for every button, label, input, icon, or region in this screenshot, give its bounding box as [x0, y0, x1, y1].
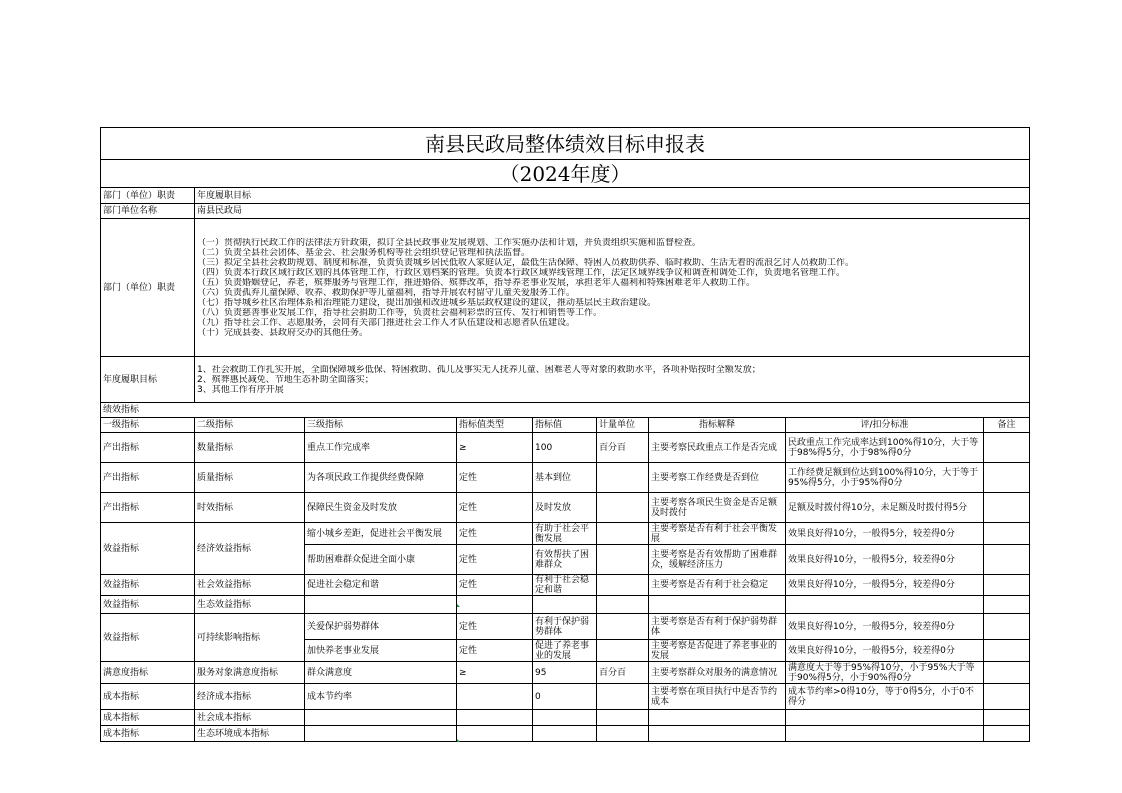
dept-duty-label: 部门（单位）职责: [101, 188, 195, 204]
level1-indicator-cell: 产出指标: [101, 433, 195, 463]
level3-indicator-cell: 成本节约率: [305, 684, 457, 710]
level3-indicator-cell: [305, 726, 457, 742]
value-type-cell: 定性: [457, 575, 533, 596]
indicator-value-cell: [533, 596, 597, 614]
value-type-cell: ≥: [457, 433, 533, 463]
performance-target-table: [100, 127, 1030, 742]
value-type-cell: 定性: [457, 640, 533, 662]
remark-cell: [984, 726, 1030, 742]
unit-cell: [597, 596, 649, 614]
duty-line: （七）指导城乡社区治理体系和治理能力建设，提出加强和改进城乡基层政权建设的建议，推动基层民主政治建设。: [197, 297, 657, 308]
unit-cell: [597, 640, 649, 662]
unit-cell: [597, 493, 649, 523]
remark-cell: [984, 493, 1030, 523]
table-row: [101, 710, 1030, 726]
level1-indicator-cell: 成本指标: [101, 710, 195, 726]
value-type-cell: 定性: [457, 614, 533, 640]
indicator-value-cell: 95: [533, 662, 597, 684]
explanation-cell: 主要考察在项目执行中是否节约成本: [649, 684, 786, 710]
level1-indicator-cell: 产出指标: [101, 493, 195, 523]
goal-list: [195, 357, 1030, 403]
explanation-cell: 主要考察是否有利于社会稳定: [649, 575, 786, 596]
value-type-cell: 定性: [457, 493, 533, 523]
explanation-cell: [649, 710, 786, 726]
scoring-standard-cell: 效果良好得10分，一般得5分，较差得0分: [786, 640, 984, 662]
duty-line: （十）完成县委、县政府交办的其他任务。: [197, 327, 369, 338]
duty-line: （九）指导社会工作、志愿服务，会同有关部门推进社会工作人才队伍建设和志愿者队伍建设。: [197, 317, 576, 328]
cell-note-marker: [457, 604, 460, 607]
level2-indicator-cell: 服务对象满意度指标: [195, 662, 305, 684]
value-type-cell: 定性: [457, 523, 533, 545]
level2-indicator-cell: 可持续影响指标: [195, 614, 305, 662]
table-row: [101, 726, 1030, 742]
level1-indicator-cell: 效益指标: [101, 575, 195, 596]
indicator-value-cell: 有助于社会平衡发展: [533, 523, 597, 545]
dept-duty-value: 年度履职目标: [195, 188, 1030, 204]
indicator-value-cell: 0: [533, 684, 597, 710]
unit-cell: 百分百: [597, 433, 649, 463]
dept-name-value: 南县民政局: [195, 204, 1030, 219]
explanation-cell: 主要考察是否有利于保护弱势群体: [649, 614, 786, 640]
table-row: [101, 433, 1030, 463]
explanation-cell: [649, 596, 786, 614]
level2-indicator-cell: 生态环境成本指标: [195, 726, 305, 742]
remark-cell: [984, 596, 1030, 614]
scoring-standard-cell: 工作经费足额到位达到100%得10分，大于等于95%得5分，小于95%得0分: [786, 463, 984, 493]
level1-indicator-cell: 效益指标: [101, 614, 195, 662]
goal-label: 年度履职目标: [101, 357, 195, 403]
unit-cell: 百分百: [597, 662, 649, 684]
level2-indicator-cell: 生态效益指标: [195, 596, 305, 614]
perf-label: 绩效指标: [101, 403, 1030, 418]
level2-indicator-cell: 经济效益指标: [195, 523, 305, 575]
level3-indicator-cell: [305, 710, 457, 726]
level3-indicator-cell: 促进社会稳定和谐: [305, 575, 457, 596]
explanation-cell: [649, 726, 786, 742]
remark-cell: [984, 523, 1030, 545]
header-row: [101, 418, 1030, 433]
duty-line: （五）负责婚姻登记，养老，殡葬服务与管理工作，推进婚俗、殡葬改革，指导养老事业发展，承担老年人福利和特殊困难老年人救助工作。: [197, 277, 756, 288]
table-row: [101, 662, 1030, 684]
header-cell: 一级指标: [101, 418, 195, 433]
goal-line: 1、社会救助工作扎实开展，全面保障城乡低保、特困救助、孤儿及事实无人抚养儿童、困难老人等对象的救助水平，各项补贴按时全额发放；: [197, 364, 761, 375]
duty-line: （一）贯彻执行民政工作的法律法方针政策，拟订全县民政事业发展规划、工作实施办法和计划，并负责组织实施和监督检查。: [197, 237, 702, 248]
remark-cell: [984, 684, 1030, 710]
unit-cell: [597, 614, 649, 640]
header-cell: 指标值类型: [457, 418, 533, 433]
explanation-cell: 主要考察各项民生资金是否足额及时拨付: [649, 493, 786, 523]
indicator-value-cell: 有利于社会稳定和谐: [533, 575, 597, 596]
scoring-standard-cell: 成本节约率>0得10分，等于0得5分，小于0不得分: [786, 684, 984, 710]
table-row: [101, 463, 1030, 493]
scoring-standard-cell: 效果良好得10分，一般得5分，较差得0分: [786, 523, 984, 545]
indicator-value-cell: [533, 710, 597, 726]
duty-line: （二）负责全县社会团体、基金会、社会服务机构等社会组织登记管理和执法监督。: [197, 247, 531, 258]
level3-indicator-cell: 缩小城乡差距，促进社会平衡发展: [305, 523, 457, 545]
value-type-cell: 定性: [457, 463, 533, 493]
scoring-standard-cell: 满意度大于等于95%得10分，小于95%大于等于90%得5分，小于90%得0分: [786, 662, 984, 684]
remark-cell: [984, 433, 1030, 463]
duty-label: 部门（单位）职责: [101, 219, 195, 357]
remark-cell: [984, 710, 1030, 726]
value-type-cell: [457, 710, 533, 726]
explanation-cell: 主要考察是否促进了养老事业的发展: [649, 640, 786, 662]
duty-line: （六）负责孤弃儿童保障、收养、救助保护等儿童福利，指导开展农村留守儿童关爱服务工作。: [197, 287, 576, 298]
value-type-cell: ≥: [457, 662, 533, 684]
scoring-standard-cell: [786, 726, 984, 742]
indicator-value-cell: 促进了养老事业的发展: [533, 640, 597, 662]
unit-cell: [597, 710, 649, 726]
header-cell: 三级指标: [305, 418, 457, 433]
unit-cell: [597, 684, 649, 710]
indicator-value-cell: 有效帮扶了困难群众: [533, 545, 597, 575]
unit-cell: [597, 523, 649, 545]
level3-indicator-cell: 加快养老事业发展: [305, 640, 457, 662]
unit-cell: [597, 463, 649, 493]
level3-indicator-cell: 重点工作完成率: [305, 433, 457, 463]
value-type-cell: [457, 726, 533, 742]
value-type-cell: [457, 684, 533, 710]
duty-line: （八）负责慈善事业发展工作，指导社会捐助工作等，负责社会福利彩票的宣传、发行和销售等工作。: [197, 307, 603, 318]
scoring-standard-cell: 效果良好得10分，一般得5分，较差得0分: [786, 575, 984, 596]
table-row: [101, 523, 1030, 545]
scoring-standard-cell: 民政重点工作完成率达到100%得10分，大于等于98%得5分，小于98%得0分: [786, 433, 984, 463]
table-row: [101, 596, 1030, 614]
header-cell: 指标值: [533, 418, 597, 433]
duty-line: （三）拟定全县社会救助规划、制度和标准，负责负责城乡居民低收入家庭认定，最低生活保障、特困人员救助供养、临时救助、生活无着的流浪乞讨人员救助工作。: [197, 257, 855, 268]
level3-indicator-cell: 为各项民政工作提供经费保障: [305, 463, 457, 493]
goal-line: 2、殡葬惠民减免、节地生态补助全面落实；: [197, 374, 374, 385]
level3-indicator-cell: [305, 596, 457, 614]
indicator-value-cell: 及时发放: [533, 493, 597, 523]
header-cell: 备注: [984, 418, 1030, 433]
scoring-standard-cell: [786, 596, 984, 614]
indicator-value-cell: 100: [533, 433, 597, 463]
level1-indicator-cell: 成本指标: [101, 684, 195, 710]
remark-cell: [984, 640, 1030, 662]
header-cell: 二级指标: [195, 418, 305, 433]
remark-cell: [984, 545, 1030, 575]
remark-cell: [984, 662, 1030, 684]
duty-list: [195, 219, 1030, 357]
table-row: [101, 614, 1030, 640]
explanation-cell: 主要考察工作经费是否到位: [649, 463, 786, 493]
level2-indicator-cell: 社会效益指标: [195, 575, 305, 596]
table-row: [101, 493, 1030, 523]
table-row: [101, 575, 1030, 596]
dept-name-label: 部门单位名称: [101, 204, 195, 219]
scoring-standard-cell: 效果良好得10分，一般得5分，较差得0分: [786, 545, 984, 575]
explanation-cell: 主要考察民政重点工作是否完成: [649, 433, 786, 463]
explanation-cell: 主要考察群众对服务的满意情况: [649, 662, 786, 684]
table-row: [101, 684, 1030, 710]
level3-indicator-cell: 群众满意度: [305, 662, 457, 684]
indicator-value-cell: [533, 726, 597, 742]
cell-note-marker: [457, 739, 460, 742]
level1-indicator-cell: 成本指标: [101, 726, 195, 742]
level2-indicator-cell: 质量指标: [195, 463, 305, 493]
header-cell: 评/扣分标准: [786, 418, 984, 433]
explanation-cell: 主要考察是否有利于社会平衡发展: [649, 523, 786, 545]
level3-indicator-cell: 帮助困难群众促进全面小康: [305, 545, 457, 575]
level3-indicator-cell: 保障民生资金及时发放: [305, 493, 457, 523]
indicator-rows: [101, 433, 1030, 742]
level2-indicator-cell: 经济成本指标: [195, 684, 305, 710]
scoring-standard-cell: [786, 710, 984, 726]
remark-cell: [984, 463, 1030, 493]
level1-indicator-cell: 产出指标: [101, 463, 195, 493]
goal-line: 3、其他工作有序开展: [197, 384, 284, 395]
level1-indicator-cell: 效益指标: [101, 596, 195, 614]
explanation-cell: 主要考察是否有效帮助了困难群众，缓解经济压力: [649, 545, 786, 575]
indicator-value-cell: 有利于保护弱势群体: [533, 614, 597, 640]
unit-cell: [597, 545, 649, 575]
level2-indicator-cell: 数量指标: [195, 433, 305, 463]
level2-indicator-cell: 社会成本指标: [195, 710, 305, 726]
remark-cell: [984, 614, 1030, 640]
remark-cell: [984, 575, 1030, 596]
page-subtitle: （2024年度）: [101, 160, 1030, 188]
value-type-cell: [457, 596, 533, 614]
unit-cell: [597, 726, 649, 742]
level3-indicator-cell: 关爱保护弱势群体: [305, 614, 457, 640]
value-type-cell: 定性: [457, 545, 533, 575]
page-title: 南县民政局整体绩效目标申报表: [101, 128, 1030, 160]
scoring-standard-cell: 足额及时拨付得10分，未足额及时拨付得5分: [786, 493, 984, 523]
header-cell: 指标解释: [649, 418, 786, 433]
indicator-value-cell: 基本到位: [533, 463, 597, 493]
level1-indicator-cell: 效益指标: [101, 523, 195, 575]
level1-indicator-cell: 满意度指标: [101, 662, 195, 684]
duty-line: （四）负责本行政区域行政区划的具体管理工作，行政区划档案的管理。负责本行政区域界线管理工作，法定区域界线争议和调查和调处工作，负责地名管理工作。: [197, 267, 846, 278]
scoring-standard-cell: 效果良好得10分，一般得5分，较差得0分: [786, 614, 984, 640]
level2-indicator-cell: 时效指标: [195, 493, 305, 523]
header-cell: 计量单位: [597, 418, 649, 433]
unit-cell: [597, 575, 649, 596]
